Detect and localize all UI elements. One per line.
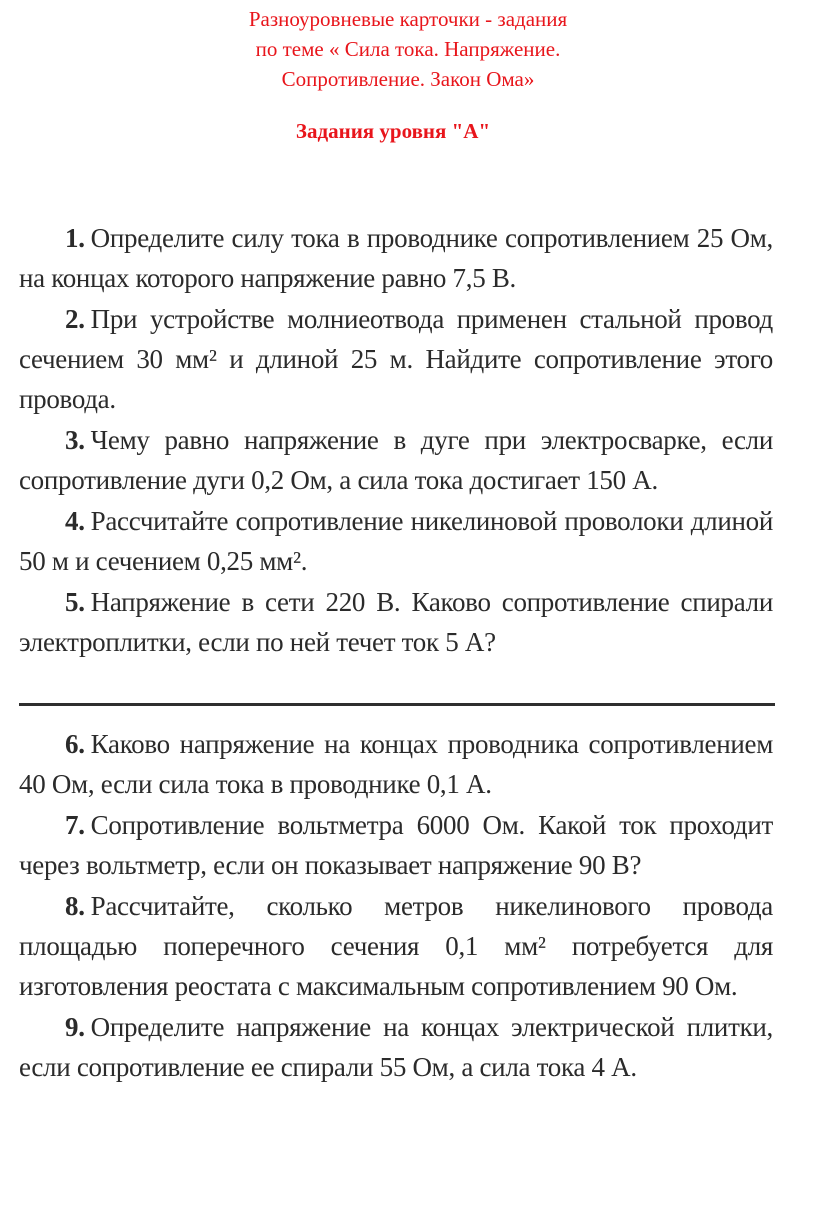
task-text: Определите напряжение на концах электрической плитки, если сопротивление ее спирали 55 Ом, а сила тока 4 А. [19, 1012, 773, 1082]
title-line-1: Разноуровневые карточки - задания [248, 7, 568, 31]
task-number: 3. [65, 425, 85, 455]
task-text: Определите силу тока в проводнике сопротивлением 25 Ом, на концах которого напряжение равно 7,5 В. [19, 223, 773, 293]
task-text: Чему равно напряжение в дуге при электросварке, если сопротивление дуги 0,2 Ом, а сила тока достигает 150 А. [19, 425, 773, 495]
task-number: 9. [65, 1012, 85, 1042]
task-text: Напряжение в сети 220 В. Каково сопротивление спирали электроплитки, если по ней течет ток 5 А? [19, 587, 773, 657]
task-item [19, 1007, 773, 1087]
task-item [19, 724, 773, 804]
task-text: Рассчитайте, сколько метров никелинового провода площадью поперечного сечения 0,1 мм² потребуется для изготовления реостата с максимальным сопротивлением 90 Ом. [19, 891, 773, 1001]
level-heading: Задания уровня "А" [295, 119, 491, 143]
document-title [0, 4, 816, 94]
task-text: При устройстве молниеотвода применен стальной провод сечением 30 мм² и длиной 25 м. Найдите сопротивление этого провода. [19, 304, 773, 414]
task-number: 2. [65, 304, 85, 334]
task-item [19, 218, 773, 298]
task-list-2 [19, 724, 773, 1088]
title-line-3: Сопротивление. Закон Ома» [281, 67, 535, 91]
task-number: 7. [65, 810, 85, 840]
task-item [19, 582, 773, 662]
task-number: 1. [65, 223, 85, 253]
task-number: 6. [65, 729, 85, 759]
title-line-2: по теме « Сила тока. Напряжение. [255, 37, 561, 61]
task-number: 4. [65, 506, 85, 536]
task-item [19, 299, 773, 419]
task-text: Рассчитайте сопротивление никелиновой проволоки длиной 50 м и сечением 0,25 мм². [19, 506, 773, 576]
task-list-1 [19, 218, 773, 663]
task-number: 8. [65, 891, 85, 921]
task-item [19, 420, 773, 500]
task-item [19, 805, 773, 885]
section-divider [19, 703, 775, 706]
task-text: Сопротивление вольтметра 6000 Ом. Какой ток проходит через вольтметр, если он показывает напряжение 90 В? [19, 810, 773, 880]
task-text: Каково напряжение на концах проводника сопротивлением 40 Ом, если сила тока в проводнике 0,1 А. [19, 729, 773, 799]
task-item [19, 501, 773, 581]
task-item [19, 886, 773, 1006]
task-number: 5. [65, 587, 85, 617]
